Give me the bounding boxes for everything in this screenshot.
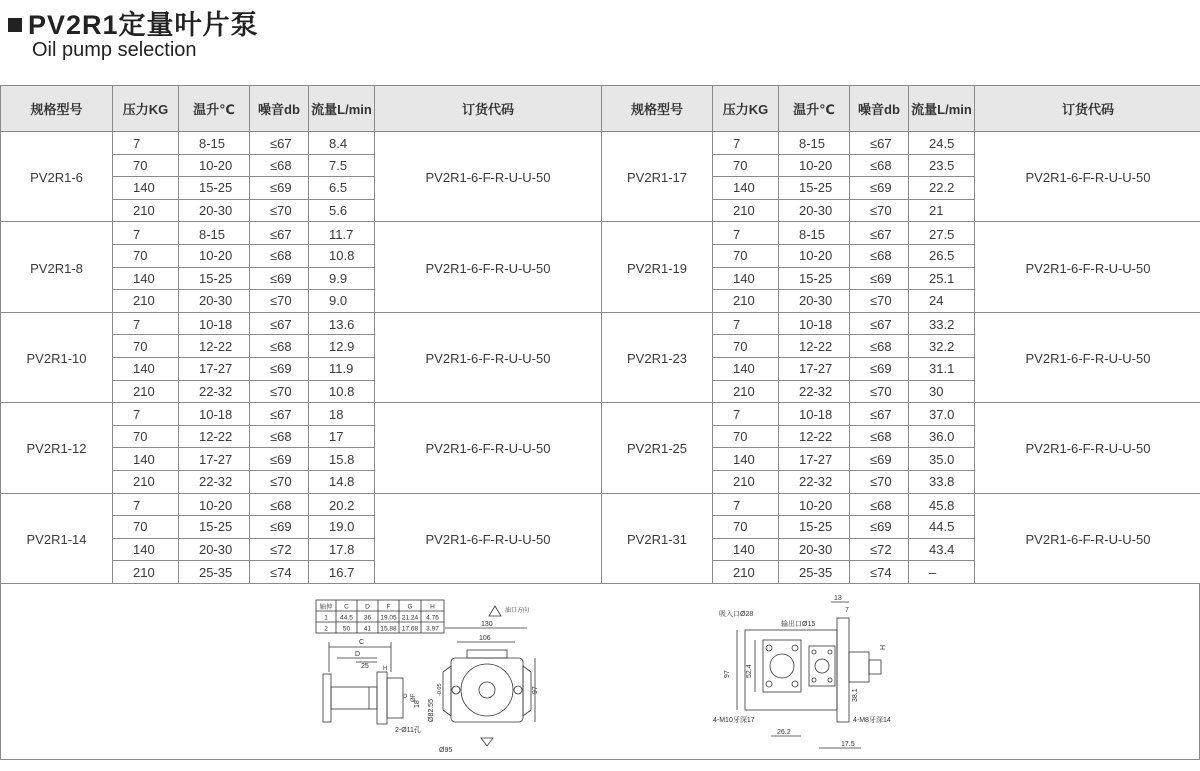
flow-cell: 11.7 [309,222,375,245]
column-header: 订货代码 [375,86,602,132]
dim-7: 7 [845,607,849,614]
temperature-cell: 20-30 [779,290,850,313]
title-row [8,10,259,40]
column-header: 压力KG [713,86,779,132]
dim-26-2: 26.2 [777,729,791,736]
m8-thread-label: 4-M8牙深14 [853,717,891,724]
dim-table-cell: 1 [324,614,328,622]
noise-cell: ≤70 [850,199,909,222]
noise-cell: ≤70 [250,380,309,403]
dim-table-cell: 15.88 [380,625,397,633]
dim-97-right: 97 [724,670,731,678]
pressure-cell: 210 [713,561,779,584]
flow-cell: 9.9 [309,267,375,290]
flow-cell: 21 [909,199,975,222]
temperature-cell: 10-20 [179,154,250,177]
dim-c: C [359,639,365,646]
temperature-cell: 15-25 [779,516,850,539]
model-cell: PV2R1-19 [602,222,713,312]
noise-cell: ≤70 [850,290,909,313]
flow-cell: 9.0 [309,290,375,313]
table-row [1,222,1200,245]
dim-table-header: D [365,603,370,611]
dim-25: 25 [361,663,369,670]
pressure-cell: 140 [713,357,779,380]
noise-cell: ≤72 [850,538,909,561]
temperature-cell: 15-25 [779,177,850,200]
oil-direction-icon [489,606,501,616]
flow-cell: 32.2 [909,335,975,358]
pressure-cell: 7 [113,132,179,155]
model-cell: PV2R1-12 [1,403,113,493]
temperature-cell: 15-25 [179,267,250,290]
dim-52-4: 52.4 [746,664,753,678]
temperature-cell: 17-27 [179,448,250,471]
table-row [1,493,1200,516]
dim-f: ØF [411,693,417,702]
temperature-cell: 10-18 [779,312,850,335]
selection-table [0,85,1200,584]
dim-17-5: 17.5 [841,741,855,748]
flow-cell: 23.5 [909,154,975,177]
flow-cell: 33.8 [909,470,975,493]
pressure-cell: 7 [113,222,179,245]
noise-cell: ≤68 [250,493,309,516]
flow-cell: 18 [309,403,375,426]
noise-cell: ≤69 [850,448,909,471]
temperature-cell: 25-35 [779,561,850,584]
flow-cell: 24 [909,290,975,313]
flow-cell: 11.9 [309,357,375,380]
pressure-cell: 210 [113,290,179,313]
table-header-row [1,86,1200,132]
order-code-cell: PV2R1-6-F-R-U-U-50 [975,493,1200,583]
oil-direction-label: 油口方向 [505,608,530,614]
pressure-cell: 7 [713,132,779,155]
noise-cell: ≤68 [250,335,309,358]
temperature-cell: 22-32 [779,380,850,403]
temperature-cell: 12-22 [179,425,250,448]
dim-table-cell: 4.76 [426,614,439,622]
pressure-cell: 140 [113,267,179,290]
temperature-cell: 17-27 [779,448,850,471]
temperature-cell: 12-22 [779,335,850,358]
noise-cell: ≤68 [250,154,309,177]
dim-table-cell: 36 [363,614,372,622]
pressure-cell: 140 [113,357,179,380]
dim-table-cell: 50 [342,625,351,633]
pressure-cell: 7 [713,403,779,426]
dim-table-header: 轴伸 [319,603,333,611]
noise-cell: ≤70 [250,470,309,493]
front-view [443,628,535,746]
temperature-cell: 10-18 [179,403,250,426]
pressure-cell: 70 [713,154,779,177]
side-view [323,642,403,724]
page-header [8,10,259,61]
dim-table-cell: 44.5 [340,614,353,622]
dim-106: 106 [479,635,491,642]
order-code-cell: PV2R1-6-F-R-U-U-50 [975,312,1200,402]
pressure-cell: 70 [113,425,179,448]
flow-cell: 43.4 [909,538,975,561]
dim-95: Ø95 [439,747,453,754]
flow-cell: 19.0 [309,516,375,539]
noise-cell: ≤68 [250,425,309,448]
pressure-cell: 210 [113,470,179,493]
flow-cell: 22.2 [909,177,975,200]
outlet-port-label: 输出口Ø15 [781,621,816,628]
noise-cell: ≤70 [250,199,309,222]
pressure-cell: 210 [713,470,779,493]
noise-cell: ≤70 [850,380,909,403]
column-header: 规格型号 [1,86,113,132]
dim-97: 97 [532,686,539,694]
model-cell: PV2R1-17 [602,132,713,222]
flow-cell: 8.4 [309,132,375,155]
model-cell: PV2R1-31 [602,493,713,583]
pressure-cell: 7 [113,312,179,335]
model-cell: PV2R1-14 [1,493,113,583]
temperature-cell: 20-30 [179,290,250,313]
dim-table-cell: 3.97 [426,625,439,633]
column-header: 流量L/min [909,86,975,132]
flow-cell: 12.9 [309,335,375,358]
noise-cell: ≤69 [250,177,309,200]
order-code-cell: PV2R1-6-F-R-U-U-50 [375,222,602,312]
pressure-cell: 210 [113,380,179,403]
dim-g: G [403,693,409,698]
model-cell: PV2R1-6 [1,132,113,222]
order-code-cell: PV2R1-6-F-R-U-U-50 [375,312,602,402]
noise-cell: ≤69 [250,267,309,290]
dim-18: 18 [414,700,421,708]
noise-cell: ≤69 [850,267,909,290]
noise-cell: ≤72 [250,538,309,561]
noise-cell: ≤70 [250,290,309,313]
noise-cell: ≤70 [850,470,909,493]
temperature-cell: 22-32 [179,470,250,493]
pump-drawing-left [311,592,541,756]
temperature-cell: 12-22 [179,335,250,358]
temperature-cell: 10-20 [779,493,850,516]
temperature-cell: 17-27 [179,357,250,380]
table-row [1,312,1200,335]
model-cell: PV2R1-8 [1,222,113,312]
suction-port-label: 吸入口Ø28 [719,611,754,618]
temperature-cell: 10-20 [179,244,250,267]
dim-table-cell: 2 [324,625,328,633]
pressure-cell: 70 [113,335,179,358]
noise-cell: ≤67 [850,403,909,426]
dimension-table [316,600,444,633]
dim-82-55: Ø82.55 [428,699,435,722]
order-code-cell: PV2R1-6-F-R-U-U-50 [375,132,602,222]
flow-cell: 36.0 [909,425,975,448]
dim-table-cell: 41 [363,625,372,633]
flow-cell: 7.5 [309,154,375,177]
pressure-cell: 70 [713,244,779,267]
pressure-cell: 7 [713,493,779,516]
noise-cell: ≤68 [850,244,909,267]
dim-table-cell: 19.05 [380,614,397,622]
noise-cell: ≤69 [250,516,309,539]
noise-cell: ≤68 [850,335,909,358]
model-cell: PV2R1-23 [602,312,713,402]
pressure-cell: 210 [713,290,779,313]
temperature-cell: 15-25 [779,267,850,290]
flow-cell: 17.8 [309,538,375,561]
temperature-cell: 17-27 [779,357,850,380]
noise-cell: ≤67 [850,222,909,245]
temperature-cell: 8-15 [179,132,250,155]
flow-cell: 13.6 [309,312,375,335]
pressure-cell: 70 [113,154,179,177]
temperature-cell: 8-15 [779,132,850,155]
pressure-cell: 140 [113,448,179,471]
pressure-cell: 140 [713,448,779,471]
page-title: PV2R1定量叶片泵 [28,10,259,40]
pump-drawing-right [701,588,911,756]
dim-table-header: F [386,603,391,611]
noise-cell: ≤68 [850,493,909,516]
dim-tolerance: -0.05 [437,683,443,696]
noise-cell: ≤69 [250,448,309,471]
dim-table-header: G [407,603,413,611]
temperature-cell: 20-30 [179,199,250,222]
temperature-cell: 22-32 [179,380,250,403]
noise-cell: ≤67 [250,312,309,335]
noise-cell: ≤69 [850,357,909,380]
dim-d: D [355,651,361,658]
table-row [1,132,1200,155]
drawing-area [0,584,1200,760]
pressure-cell: 70 [113,516,179,539]
order-code-cell: PV2R1-6-F-R-U-U-50 [375,493,602,583]
pressure-cell: 140 [713,267,779,290]
pressure-cell: 7 [713,222,779,245]
temperature-cell: 10-20 [779,154,850,177]
column-header: 温升℃ [779,86,850,132]
model-cell: PV2R1-25 [602,403,713,493]
dim-table-cell: 17.68 [401,625,419,633]
dim-13: 13 [834,595,842,602]
flow-cell: 10.8 [309,380,375,403]
column-header: 规格型号 [602,86,713,132]
pressure-cell: 70 [113,244,179,267]
temperature-cell: 15-25 [179,177,250,200]
dim-table-cell: 21.24 [401,614,419,622]
order-code-cell: PV2R1-6-F-R-U-U-50 [975,222,1200,312]
noise-cell: ≤67 [250,132,309,155]
flow-cell: 25.1 [909,267,975,290]
column-header: 压力KG [113,86,179,132]
pressure-cell: 210 [113,561,179,584]
flow-cell: 15.8 [309,448,375,471]
flow-cell: 16.7 [309,561,375,584]
temperature-cell: 12-22 [779,425,850,448]
noise-cell: ≤67 [850,312,909,335]
pressure-cell: 70 [713,335,779,358]
title-square-icon [8,18,22,32]
noise-cell: ≤68 [850,154,909,177]
flow-cell: 35.0 [909,448,975,471]
temperature-cell: 20-30 [779,199,850,222]
order-code-cell: PV2R1-6-F-R-U-U-50 [975,132,1200,222]
flow-cell: 37.0 [909,403,975,426]
temperature-cell: 25-35 [179,561,250,584]
pressure-cell: 7 [113,403,179,426]
noise-cell: ≤69 [850,177,909,200]
flow-cell: 20.2 [309,493,375,516]
flow-cell: 44.5 [909,516,975,539]
temperature-cell: 10-20 [179,493,250,516]
dim-holes: 2-Ø11孔 [395,727,421,734]
pressure-cell: 210 [713,199,779,222]
column-header: 订货代码 [975,86,1200,132]
flow-cell: 6.5 [309,177,375,200]
column-header: 噪音db [250,86,309,132]
flow-cell: 24.5 [909,132,975,155]
flow-cell: 45.8 [909,493,975,516]
dim-table-header: C [344,603,349,611]
pressure-cell: 210 [713,380,779,403]
flow-cell: 14.8 [309,470,375,493]
temperature-cell: 20-30 [179,538,250,561]
flow-cell: – [909,561,975,584]
flow-cell: 33.2 [909,312,975,335]
flow-cell: 26.5 [909,244,975,267]
dim-130: 130 [481,621,493,628]
noise-cell: ≤68 [850,425,909,448]
temperature-cell: 10-18 [179,312,250,335]
column-header: 噪音db [850,86,909,132]
temperature-cell: 22-32 [779,470,850,493]
pressure-cell: 7 [113,493,179,516]
flow-cell: 10.8 [309,244,375,267]
dim-h: H [383,666,388,672]
temperature-cell: 20-30 [779,538,850,561]
temperature-cell: 8-15 [779,222,850,245]
order-code-cell: PV2R1-6-F-R-U-U-50 [375,403,602,493]
column-header: 流量L/min [309,86,375,132]
temperature-cell: 10-20 [779,244,850,267]
flow-cell: 31.1 [909,357,975,380]
table-row [1,403,1200,426]
temperature-cell: 10-18 [779,403,850,426]
pressure-cell: 70 [713,425,779,448]
column-header: 温升℃ [179,86,250,132]
flow-cell: 30 [909,380,975,403]
noise-cell: ≤74 [850,561,909,584]
noise-cell: ≤69 [250,357,309,380]
temperature-cell: 15-25 [179,516,250,539]
pressure-cell: 140 [713,177,779,200]
pressure-cell: 7 [713,312,779,335]
noise-cell: ≤67 [850,132,909,155]
flow-cell: 17 [309,425,375,448]
noise-cell: ≤68 [250,244,309,267]
noise-cell: ≤74 [250,561,309,584]
flow-cell: 27.5 [909,222,975,245]
noise-cell: ≤69 [850,516,909,539]
pressure-cell: 140 [113,538,179,561]
temperature-cell: 8-15 [179,222,250,245]
dim-h-right: H [880,644,887,650]
m10-thread-label: 4-M10牙深17 [713,717,755,724]
noise-cell: ≤67 [250,403,309,426]
model-cell: PV2R1-10 [1,312,113,402]
dim-38-1: 38.1 [852,688,859,702]
page-subtitle: Oil pump selection [32,39,197,61]
noise-cell: ≤67 [250,222,309,245]
pressure-cell: 70 [713,516,779,539]
pressure-cell: 140 [113,177,179,200]
pressure-cell: 140 [713,538,779,561]
order-code-cell: PV2R1-6-F-R-U-U-50 [975,403,1200,493]
flow-cell: 5.6 [309,199,375,222]
pressure-cell: 210 [113,199,179,222]
dim-table-header: H [430,603,435,611]
